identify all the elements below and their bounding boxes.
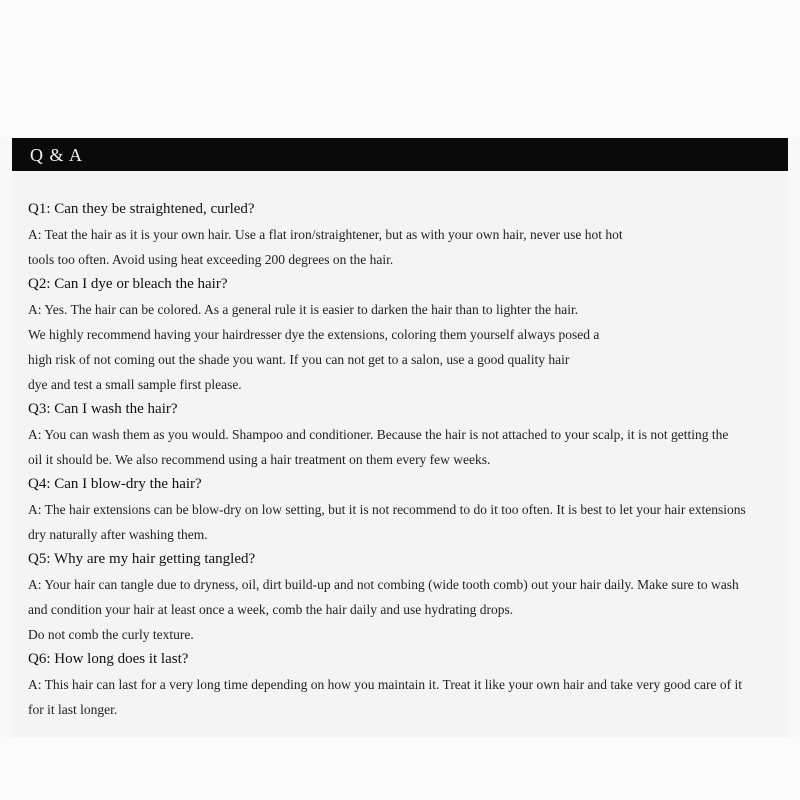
answer-3-line-2: oil it should be. We also recommend using a hair treatment on them every few weeks. [28, 452, 491, 467]
qa-item-5 [28, 547, 788, 647]
answer-4-line-2: dry naturally after washing them. [28, 527, 208, 542]
answer-1-line-2: tools too often. Avoid using heat exceeding 200 degrees on the hair. [28, 252, 394, 267]
question-1: Q1: Can they be straightened, curled? [28, 201, 255, 217]
answer-2-line-3: high risk of not coming out the shade you want. If you can not get to a salon, use a good quality hair [28, 352, 570, 367]
answer-5-line-1: A: Your hair can tangle due to dryness, oil, dirt build-up and not combing (wide tooth comb) out your hair daily. Make sure to wash [28, 577, 739, 592]
answer-2-line-4: dye and test a small sample first please. [28, 377, 242, 392]
answer-5-line-3: Do not comb the curly texture. [28, 627, 194, 642]
qa-item-1 [28, 197, 788, 272]
qa-item-3 [28, 397, 788, 472]
answer-2-line-2: We highly recommend having your hairdresser dye the extensions, coloring them yourself always posed a [28, 327, 600, 342]
question-5: Q5: Why are my hair getting tangled? [28, 551, 256, 567]
answer-2-line-1: A: Yes. The hair can be colored. As a general rule it is easier to darken the hair than to lighter the hair. [28, 302, 579, 317]
answer-3-line-1: A: You can wash them as you would. Shampoo and conditioner. Because the hair is not attached to your scalp, it is not getting the [28, 427, 729, 442]
section-header-bar [12, 138, 788, 171]
qa-item-6 [28, 647, 788, 722]
qa-list [28, 197, 788, 722]
bottom-whitespace [0, 737, 800, 800]
qa-item-2 [28, 272, 788, 397]
answer-1-line-1: A: Teat the hair as it is your own hair. Use a flat iron/straightener, but as with your own hair, never use hot hot [28, 227, 623, 242]
answer-5-line-2: and condition your hair at least once a week, comb the hair daily and use hydrating drops. [28, 602, 514, 617]
question-3: Q3: Can I wash the hair? [28, 401, 178, 417]
answer-6-line-2: for it last longer. [28, 702, 118, 717]
answer-4-line-1: A: The hair extensions can be blow-dry on low setting, but it is not recommend to do it too often. It is best to let your hair extensions [28, 502, 746, 517]
question-2: Q2: Can I dye or bleach the hair? [28, 276, 228, 292]
question-4: Q4: Can I blow-dry the hair? [28, 476, 202, 492]
question-6: Q6: How long does it last? [28, 651, 189, 667]
answer-6-line-1: A: This hair can last for a very long time depending on how you maintain it. Treat it like your own hair and take very good care of it [28, 677, 742, 692]
section-title: Q & A [30, 145, 84, 165]
top-whitespace [0, 0, 800, 138]
qa-item-4 [28, 472, 788, 547]
